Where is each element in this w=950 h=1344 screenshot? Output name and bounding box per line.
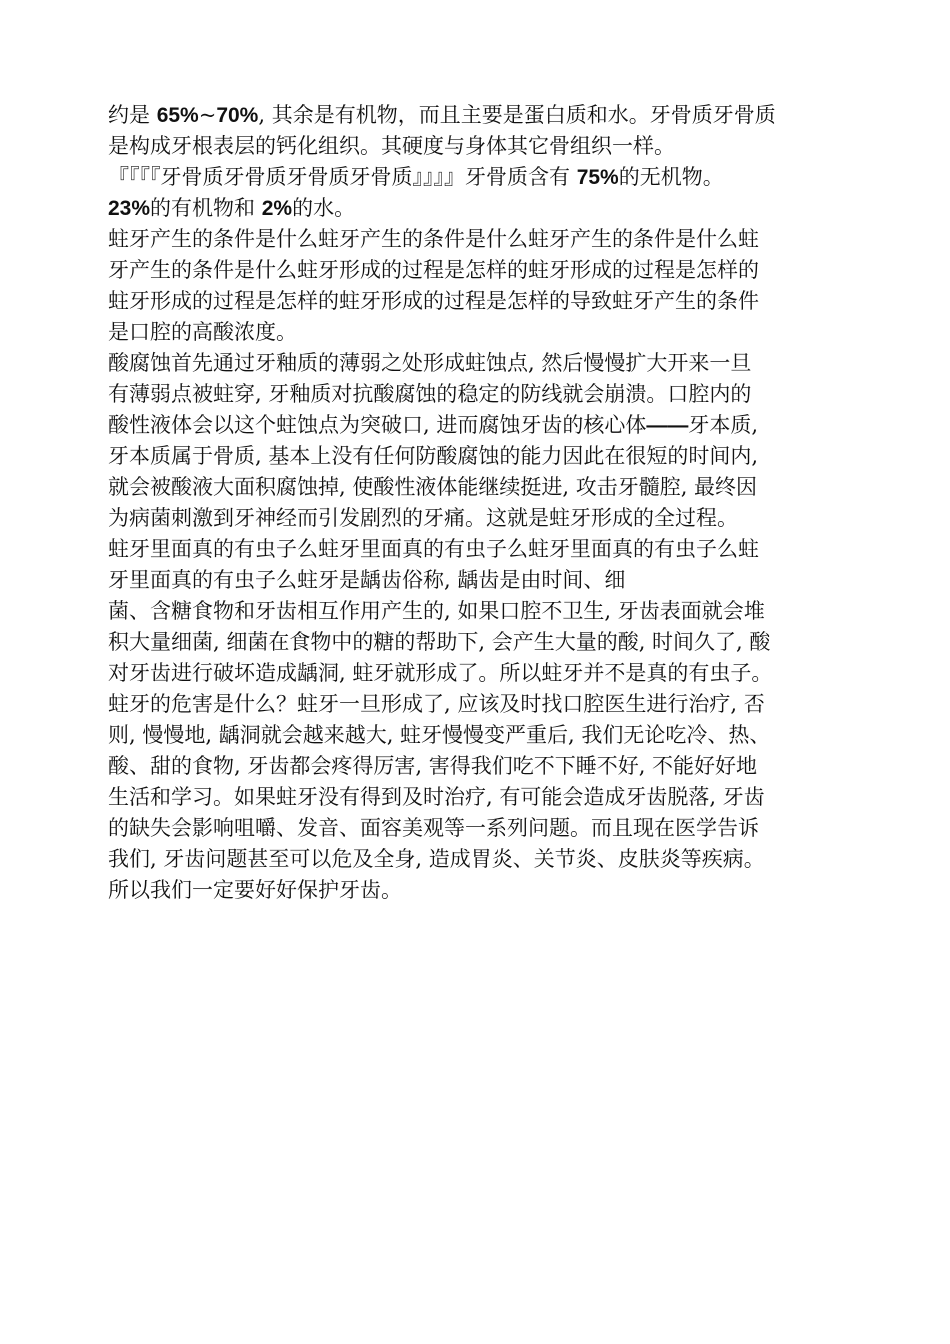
text-segment: 菌、含糖食物和牙齿相互作用产生的, 如果口腔不卫生, 牙齿表面就会堆 xyxy=(108,599,765,623)
bold-value: 75% xyxy=(576,166,619,189)
text-line xyxy=(108,317,848,348)
text-line xyxy=(108,100,848,131)
bold-value: 65% xyxy=(156,104,199,127)
text-line xyxy=(108,286,848,317)
text-segment: 蛀牙形成的过程是怎样的蛀牙形成的过程是怎样的导致蛀牙产生的条件 xyxy=(108,289,759,313)
bold-value: —— xyxy=(646,414,689,437)
text-segment: 酸腐蚀首先通过牙釉质的薄弱之处形成蛀蚀点, 然后慢慢扩大开来一旦 xyxy=(108,351,752,375)
text-line xyxy=(108,720,848,751)
text-segment: 有薄弱点被蛀穿, 牙釉质对抗酸腐蚀的稳定的防线就会崩溃。口腔内的 xyxy=(108,382,752,406)
text-line xyxy=(108,565,848,596)
text-segment: 的水。 xyxy=(292,196,356,220)
text-segment: 是构成牙根表层的钙化组织。其硬度与身体其它骨组织一样。 xyxy=(108,134,675,158)
text-segment: ~ xyxy=(198,103,217,127)
text-segment: 就会被酸液大面积腐蚀掉, 使酸性液体能继续挺进, 攻击牙髓腔, 最终因 xyxy=(108,475,758,499)
text-line xyxy=(108,348,848,379)
text-line xyxy=(108,658,848,689)
text-segment: 牙里面真的有虫子么蛀牙是龋齿俗称, 龋齿是由时间、细 xyxy=(108,568,626,592)
text-segment: , 其余是有机物，而且主要是蛋白质和水。牙骨质牙骨质 xyxy=(258,103,776,127)
text-segment: 生活和学习。如果蛀牙没有得到及时治疗, 有可能会造成牙齿脱落, 牙齿 xyxy=(108,785,765,809)
text-line xyxy=(108,627,848,658)
text-line xyxy=(108,689,848,720)
text-line xyxy=(108,782,848,813)
text-line xyxy=(108,534,848,565)
text-line xyxy=(108,193,848,224)
text-line xyxy=(108,162,848,193)
text-line xyxy=(108,875,848,906)
text-line xyxy=(108,813,848,844)
text-segment: 的缺失会影响咀嚼、发音、面容美观等一系列问题。而且现在医学告诉 xyxy=(108,816,759,840)
text-line xyxy=(108,379,848,410)
text-line xyxy=(108,472,848,503)
text-segment: 牙产生的条件是什么蛀牙形成的过程是怎样的蛀牙形成的过程是怎样的 xyxy=(108,258,759,282)
text-segment: 酸性液体会以这个蛀蚀点为突破口, 进而腐蚀牙齿的核心体 xyxy=(108,413,647,437)
text-segment: 是口腔的高酸浓度。 xyxy=(108,320,297,344)
document-page xyxy=(108,100,848,906)
text-segment: 所以我们一定要好好保护牙齿。 xyxy=(108,878,402,902)
text-segment: 酸、甜的食物, 牙齿都会疼得厉害, 害得我们吃不下睡不好, 不能好好地 xyxy=(108,754,758,778)
text-segment: 则, 慢慢地, 龋洞就会越来越大, 蛀牙慢慢变严重后, 我们无论吃冷、热、 xyxy=(108,723,771,747)
text-line xyxy=(108,131,848,162)
text-segment: 为病菌刺激到牙神经而引发剧烈的牙痛。这就是蛀牙形成的全过程。 xyxy=(108,506,738,530)
text-segment: 蛀牙里面真的有虫子么蛀牙里面真的有虫子么蛀牙里面真的有虫子么蛀 xyxy=(108,537,759,561)
text-segment: 牙本质, xyxy=(688,413,759,437)
text-segment: 的有机物和 xyxy=(150,196,262,220)
text-segment: 蛀牙的危害是什么？蛀牙一旦形成了, 应该及时找口腔医生进行治疗, 否 xyxy=(108,692,765,716)
text-segment: 蛀牙产生的条件是什么蛀牙产生的条件是什么蛀牙产生的条件是什么蛀 xyxy=(108,227,759,251)
text-segment: 我们, 牙齿问题甚至可以危及全身, 造成胃炎、关节炎、皮肤炎等疾病。 xyxy=(108,847,765,871)
text-segment: 对牙齿进行破坏造成龋洞, 蛀牙就形成了。所以蛀牙并不是真的有虫子。 xyxy=(108,661,773,685)
text-line xyxy=(108,410,848,441)
bold-value: 23% xyxy=(108,197,151,220)
text-line xyxy=(108,596,848,627)
text-line xyxy=(108,503,848,534)
text-line xyxy=(108,441,848,472)
bold-value: 70% xyxy=(216,104,259,127)
text-segment: 约是 xyxy=(108,103,157,127)
text-segment: 积大量细菌, 细菌在食物中的糖的帮助下, 会产生大量的酸, 时间久了, 酸 xyxy=(108,630,771,654)
text-line xyxy=(108,224,848,255)
text-segment: 的无机物。 xyxy=(618,165,724,189)
text-line xyxy=(108,844,848,875)
text-line xyxy=(108,751,848,782)
text-line xyxy=(108,255,848,286)
bold-value: 2% xyxy=(261,197,293,220)
text-segment: 牙本质属于骨质, 基本上没有任何防酸腐蚀的能力因此在很短的时间内, xyxy=(108,444,759,468)
text-segment: 『『『『牙骨质牙骨质牙骨质牙骨质』』』』牙骨质含有 xyxy=(108,165,577,189)
